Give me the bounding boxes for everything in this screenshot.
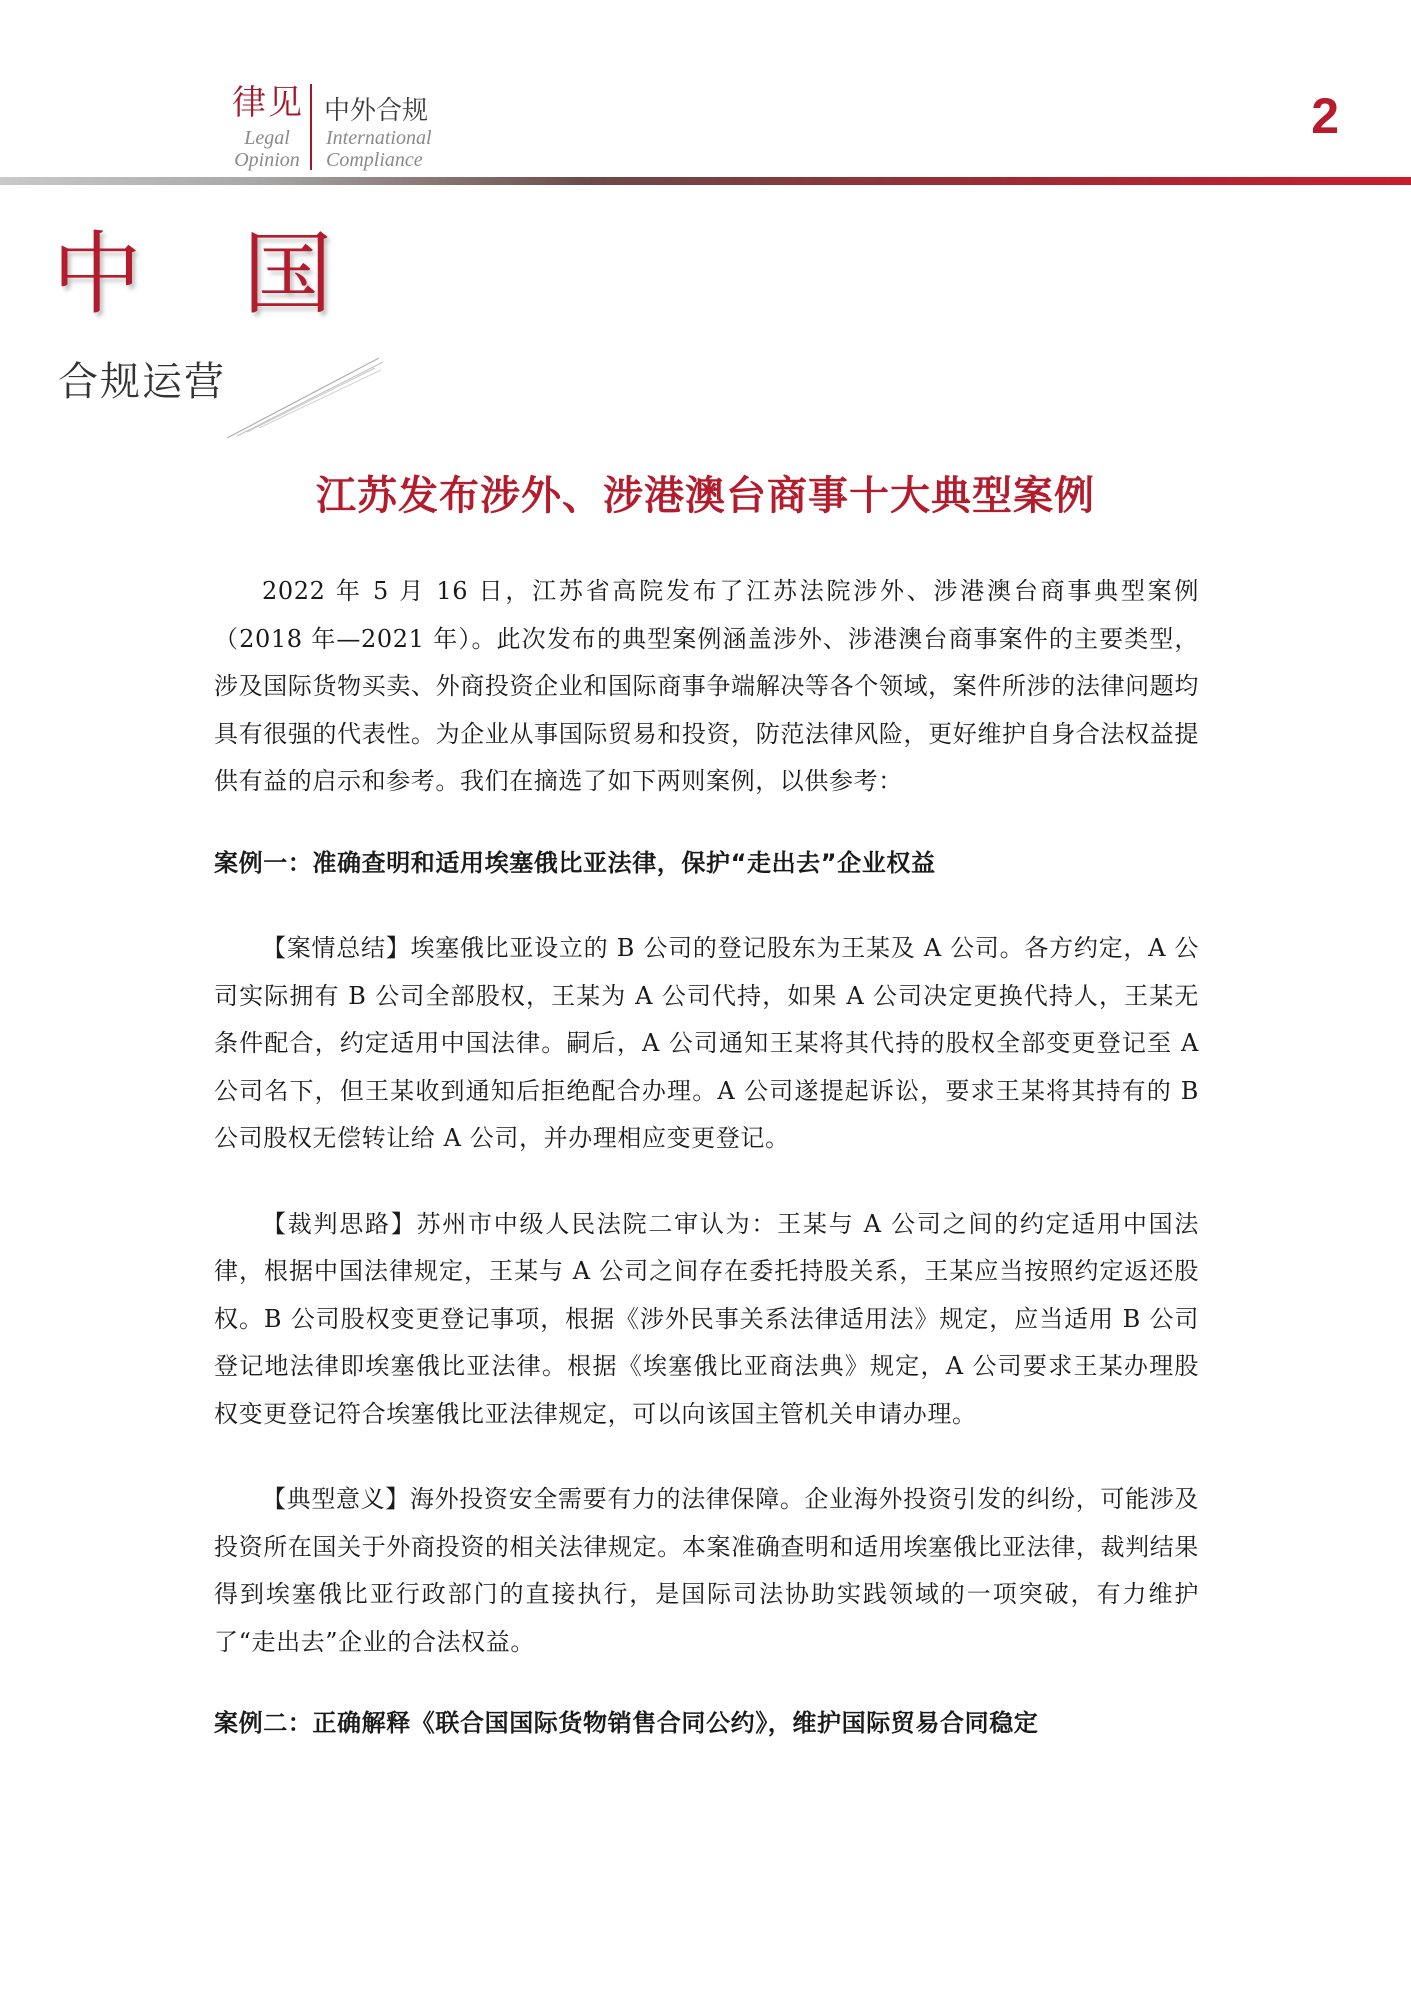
logo-cn: 律见 [232,83,304,123]
case1-reasoning: 【裁判思路】苏州市中级人民法院二审认为：王某与 A 公司之间的约定适用中国法律，根据中国法律规定，王某与 A 公司之间存在委托持股关系，王某应当按照约定返还股权。B 公司股权变更登记事项，根据《涉外民事关系法律适用法》规定，应当适用 B 公司登记地法律即埃塞俄比亚法律。根据《埃塞俄比亚商法典》规定，A 公司要求王某办理股权变更登记符合埃塞俄比亚法律规定，可以向该国主管机关申请办理。 [214,1209,1199,1428]
article-title: 江苏发布涉外、涉港澳台商事十大典型案例 [316,473,1095,519]
intro-paragraph: 2022 年 5 月 16 日，江苏省高院发布了江苏法院涉外、涉港澳台商事典型案例（2018 年—2021 年）。此次发布的典型案例涵盖涉外、涉港澳台商事案件的主要类型，涉及国际货物买卖、外商投资企业和国际商事争端解决等各个领域，案件所涉的法律问题均具有很强的代表性。为企业从事国际贸易和投资，防范法律风险，更好维护自身合法权益提供有益的启示和参考。我们在摘选了如下两则案例，以供参考： [214,577,1199,795]
section-region: 中 国 [52,222,369,327]
logo-en-line1: Legal [244,127,290,149]
brand-en-line1: International [326,127,432,149]
decorative-lines [225,352,385,442]
article-body [214,568,1199,1748]
logo-divider [310,84,312,170]
brand-cn: 中外合规 [324,96,429,126]
case1-heading: 案例一：准确查明和适用埃塞俄比亚法律，保护“走出去”企业权益 [214,848,936,877]
case1-significance: 【典型意义】海外投资安全需要有力的法律保障。企业海外投资引发的纠纷，可能涉及投资所在国关于外商投资的相关法律规定。本案准确查明和适用埃塞俄比亚法律，裁判结果得到埃塞俄比亚行政部门的直接执行，是国际司法协助实践领域的一项突破，有力维护了“走出去”企业的合法权益。 [214,1485,1199,1656]
header-rule [0,177,1411,185]
page-number: 2 [1311,88,1339,144]
logo-en-line2: Opinion [234,149,300,171]
case2-heading: 案例二：正确解释《联合国国际货物销售合同公约》，维护国际贸易合同稳定 [214,1709,1039,1737]
brand-en-line2: Compliance [326,149,423,171]
section-topic: 合规运营 [58,359,226,405]
case1-summary: 【案情总结】埃塞俄比亚设立的 B 公司的登记股东为王某及 A 公司。各方约定，A 公司实际拥有 B 公司全部股权，王某为 A 公司代持，如果 A 公司决定更换代持人，王某无条件配合，约定适用中国法律。嗣后，A 公司通知王某将其代持的股权全部变更登记至 A 公司名下，但王某收到通知后拒绝配合办理。A 公司遂提起诉讼，要求王某将其持有的 B 公司股权无偿转让给 A 公司，并办理相应变更登记。 [214,934,1199,1152]
